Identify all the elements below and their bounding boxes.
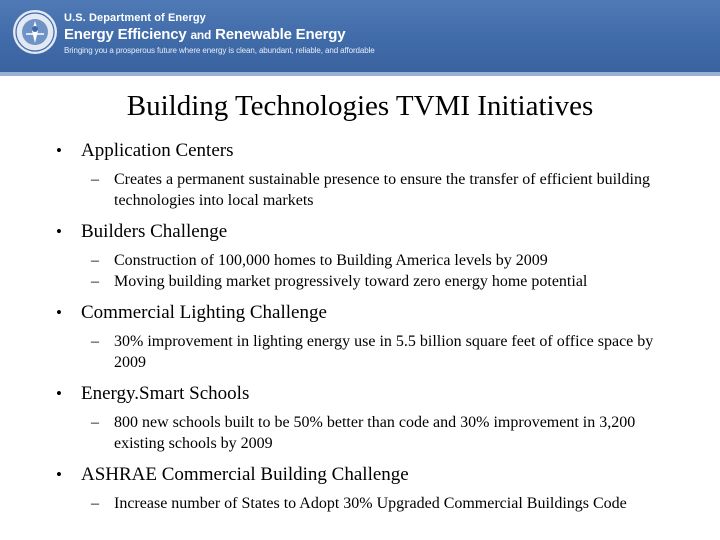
- office-name: [64, 25, 375, 45]
- sub-list: [56, 250, 676, 292]
- bullet-item: [56, 220, 676, 244]
- office-part-1: Energy Efficiency: [64, 26, 187, 43]
- office-part-2: Renewable Energy: [215, 26, 346, 43]
- bullet-dot-icon: •: [56, 465, 62, 484]
- slide-title: Building Technologies TVMI Initiatives: [126, 90, 594, 122]
- sub-list: [56, 169, 676, 211]
- bullet-item: [56, 139, 676, 163]
- dash-icon: –: [91, 252, 99, 269]
- sub-item: [56, 331, 676, 373]
- sub-list: [56, 412, 676, 454]
- sub-text: Creates a permanent sustainable presence to ensure the transfer of efficient building technologies into local markets: [114, 171, 650, 209]
- sub-item: [56, 271, 676, 292]
- bullet-text: ASHRAE Commercial Building Challenge: [81, 464, 409, 485]
- bullet-item: [56, 463, 676, 487]
- sub-text: Moving building market progressively toward zero energy home potential: [114, 273, 588, 290]
- header-banner: [0, 0, 720, 72]
- agency-name: U.S. Department of Energy: [64, 12, 206, 24]
- bullet-text: Energy.Smart Schools: [81, 383, 250, 404]
- bullet-item: [56, 382, 676, 406]
- sub-text: Construction of 100,000 homes to Building America levels by 2009: [114, 252, 548, 269]
- dash-icon: –: [91, 333, 99, 350]
- sub-list: [56, 331, 676, 373]
- office-and: and: [190, 28, 212, 42]
- bullet-list: [56, 139, 676, 523]
- sub-item: [56, 493, 676, 514]
- doe-seal-icon: [12, 9, 58, 55]
- dash-icon: –: [91, 495, 99, 512]
- bullet-dot-icon: •: [56, 222, 62, 241]
- bullet-text: Commercial Lighting Challenge: [81, 302, 327, 323]
- dash-icon: –: [91, 414, 99, 431]
- sub-text: Increase number of States to Adopt 30% Upgraded Commercial Buildings Code: [114, 495, 627, 512]
- bullet-dot-icon: •: [56, 141, 62, 160]
- bullet-dot-icon: •: [56, 303, 62, 322]
- tagline: Bringing you a prosperous future where energy is clean, abundant, reliable, and affordable: [64, 46, 375, 55]
- dash-icon: –: [91, 273, 99, 290]
- sub-item: [56, 169, 676, 211]
- sub-item: [56, 250, 676, 271]
- bullet-text: Builders Challenge: [81, 221, 228, 242]
- sub-list: [56, 493, 676, 514]
- sub-text: 800 new schools built to be 50% better than code and 30% improvement in 3,200 existing schools by 2009: [114, 414, 636, 452]
- banner-stripe: [0, 72, 720, 76]
- dash-icon: –: [91, 171, 99, 188]
- bullet-item: [56, 301, 676, 325]
- sub-item: [56, 412, 676, 454]
- sub-text: 30% improvement in lighting energy use in 5.5 billion square feet of office space by 2009: [114, 333, 654, 371]
- bullet-dot-icon: •: [56, 384, 62, 403]
- bullet-text: Application Centers: [81, 140, 234, 161]
